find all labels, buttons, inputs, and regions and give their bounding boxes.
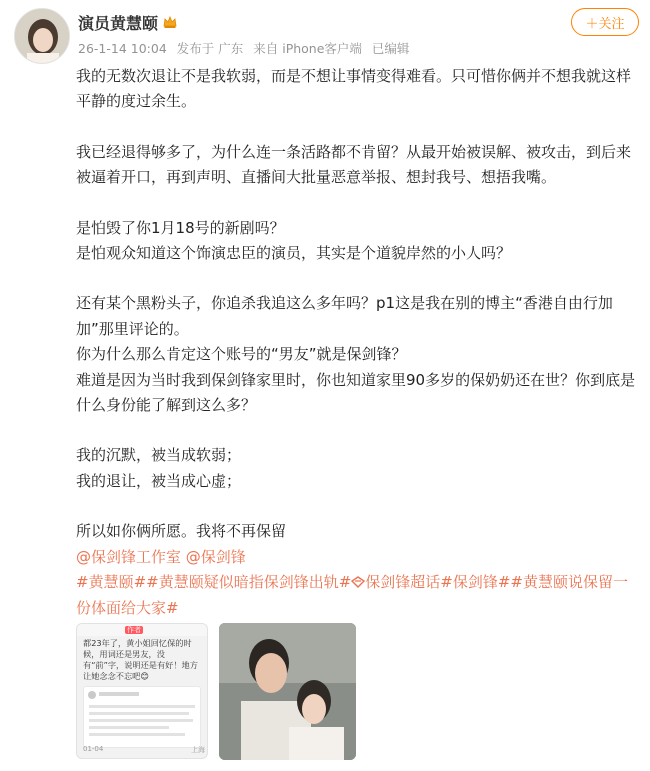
follow-button[interactable]: ＋关注 bbox=[571, 8, 639, 36]
crown-icon bbox=[162, 14, 178, 30]
thumbnail-reply: 上海 bbox=[191, 746, 205, 754]
topics-line[interactable] bbox=[76, 570, 642, 621]
avatar[interactable] bbox=[14, 8, 70, 64]
paragraph-2: 我已经退得够多了，为什么连一条活路都不肯留？从最开始被误解、被攻击，到后来被逼着开口，再到声明、直播间大批量恶意举报、想封我号、想捂我嘴。 bbox=[76, 142, 632, 187]
topic-links-1[interactable]: #黄慧颐##黄慧颐疑似暗指保剑锋出轨# bbox=[76, 573, 352, 592]
post-meta bbox=[78, 39, 415, 57]
thumbnail-author-tag: 作者 bbox=[127, 626, 141, 634]
super-topic-icon bbox=[351, 573, 365, 591]
paragraph-5a: 我的沉默，被当成软弱； bbox=[76, 446, 242, 465]
paragraph-4a: 还有某个黑粉头子，你追杀我追这么多年吗？p1这是我在别的博主“香港自由行加加”那里评论的。 bbox=[76, 294, 613, 338]
photo-image[interactable] bbox=[219, 623, 356, 760]
username-row bbox=[78, 11, 178, 33]
edited-label[interactable]: 已编辑 bbox=[371, 41, 410, 56]
post-content bbox=[76, 64, 642, 621]
post-time[interactable]: 26-1-14 10:04 bbox=[78, 41, 167, 56]
paragraph-4b: 你为什么那么肯定这个账号的“男友”就是保剑锋？ bbox=[76, 345, 407, 364]
paragraph-6: 所以如你俩所愿。我将不再保留 bbox=[76, 522, 287, 541]
paragraph-4c: 难道是因为当时我到保剑锋家里时，你也知道家里90多岁的保奶奶还在世？你到底是什么身份能了解到这么多？ bbox=[76, 370, 636, 415]
post-header bbox=[0, 0, 650, 72]
paragraph-3b: 是怕观众知道这个饰演忠臣的演员，其实是个道貌岸然的小人吗？ bbox=[76, 244, 512, 263]
thumbnail-embedded-card bbox=[83, 686, 201, 748]
topic-links-2[interactable]: 保剑锋超话#保剑锋##黄慧颐说保留一份体面给大家# bbox=[76, 573, 628, 617]
screenshot-image[interactable] bbox=[76, 623, 208, 759]
mentions-link[interactable]: @保剑锋工作室 @保剑锋 bbox=[76, 547, 246, 566]
paragraph-3a: 是怕毁了你1月18号的新剧吗？ bbox=[76, 218, 285, 237]
post-source: 来自 iPhone客户端 bbox=[253, 41, 362, 56]
post-location: 发布于 广东 bbox=[176, 41, 244, 56]
paragraph-1: 我的无数次退让不是我软弱，而是不想让事情变得难看。只可惜你俩并不想我就这样平静的度过余生。 bbox=[76, 67, 632, 111]
paragraph-5b: 我的退让，被当成心虚； bbox=[76, 471, 242, 490]
username[interactable]: 演员黄慧颐 bbox=[78, 13, 159, 33]
thumbnail-date: 01-04 bbox=[83, 745, 104, 753]
thumbnail-comment-text: 都23年了，黄小姐回忆保的时候，用词还是男友，没有“前”字，说明还是有好！地方让她念念不忘吧😊 bbox=[83, 638, 198, 681]
thumbnail-footer bbox=[83, 745, 205, 755]
